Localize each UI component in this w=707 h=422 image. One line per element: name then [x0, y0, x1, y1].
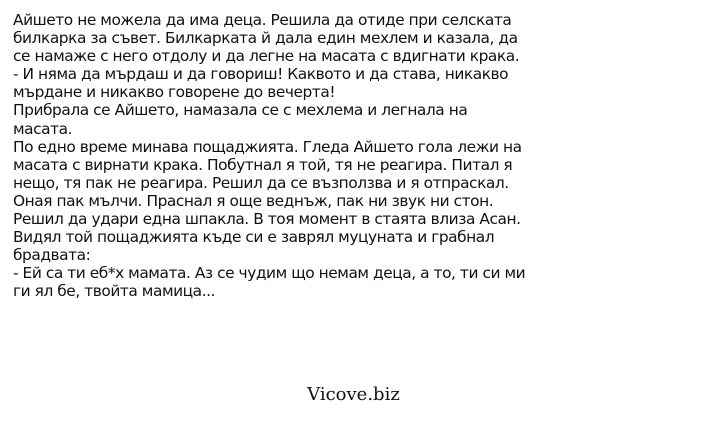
joke-line: ги ял бе, твойта мамица...	[13, 282, 215, 301]
joke-line: По едно време минава пощаджията. Гледа Айшето гола лежи на	[13, 137, 522, 156]
joke-line: Прибрала се Айшето, намазала се с мехлема и легнала на	[13, 101, 468, 120]
joke-text	[13, 11, 653, 301]
joke-line: - Ей са ти еб*х мамата. Аз се чудим що немам деца, а то, ти си ми	[13, 264, 526, 283]
joke-line: масата.	[13, 119, 73, 138]
joke-line: Айшето не можела да има деца. Решила да отиде при селската	[13, 11, 512, 29]
joke-line: нещо, тя пак не реагира. Решил да се възползва и я отпраскал.	[13, 173, 509, 192]
joke-line: брадвата:	[13, 246, 91, 265]
joke-line: Видял той пощаджията къде си е заврял муцуната и грабнал	[13, 228, 495, 247]
joke-line: Решил да удари една шпакла. В тоя момент в стаята влиза Асан.	[13, 210, 521, 229]
joke-line: билкарка за съвет. Билкарката й дала един мехлем и казала, да	[13, 29, 518, 48]
joke-line: Оная пак мълчи. Праснал я още веднъж, пак ни звук ни стон.	[13, 191, 494, 210]
joke-line: - И няма да мърдаш и да говориш! Каквото и да става, никакво	[13, 65, 509, 84]
joke-line: се намаже с него отдолу и да легне на масата с вдигнати крака.	[13, 47, 520, 66]
joke-line: мърдане и никакво говорене до вечерта!	[13, 83, 336, 102]
site-watermark: Vicove.biz	[307, 384, 400, 405]
joke-line: масата с вирнати крака. Побутнал я той, тя не реагира. Питал я	[13, 155, 513, 174]
